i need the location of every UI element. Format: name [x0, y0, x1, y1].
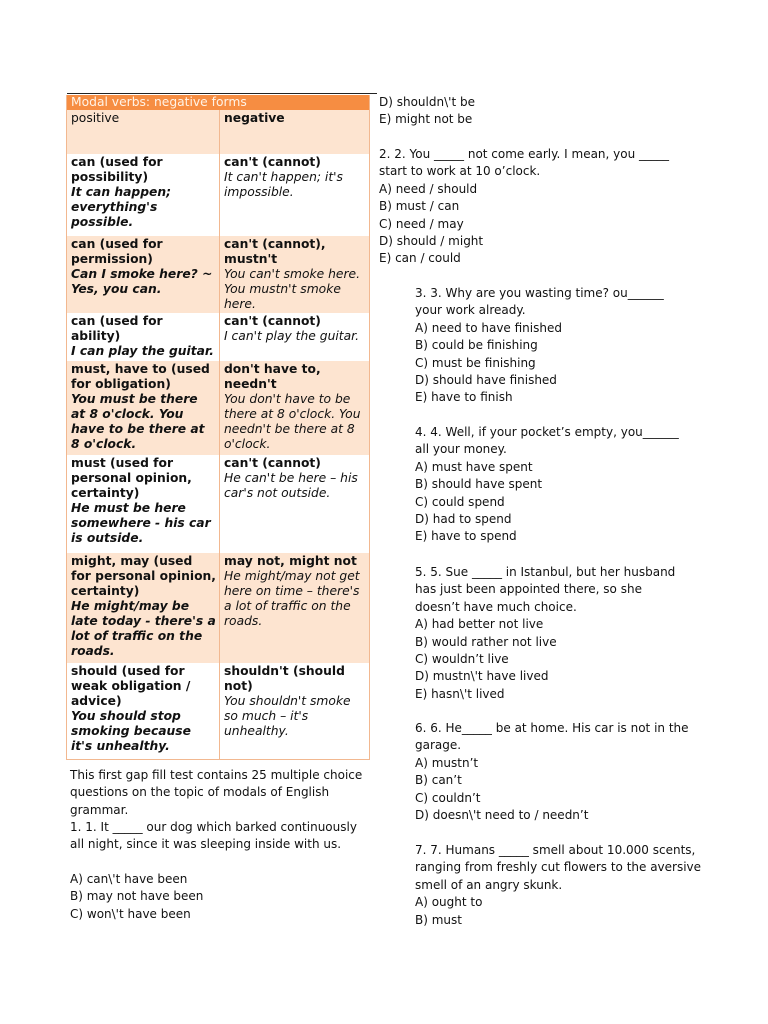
- question-3: [415, 285, 690, 407]
- answer-option: A) ought to: [415, 895, 483, 910]
- question-2: [379, 146, 689, 268]
- answer-option: C) wouldn’t live: [415, 652, 509, 667]
- negative-example: He can't be here – his car's not outside.: [224, 471, 358, 500]
- intro-text: This first gap fill test contains 25 multiple choice questions on the topic of modals of English grammar.: [70, 768, 363, 817]
- answer-option: B) could be finishing: [415, 338, 538, 353]
- table-row: [67, 553, 370, 663]
- negative-form: shouldn't (should not): [224, 664, 345, 693]
- answer-option: A) must have spent: [415, 459, 533, 474]
- positive-example: He must be here somewhere - his car is outside.: [71, 501, 211, 545]
- question-text: 3. 3. Why are you wasting time? ou______ your work already.: [415, 286, 664, 318]
- answer-option: B) can’t: [415, 773, 462, 788]
- table-row: [67, 236, 370, 313]
- answer-option: B) may not have been: [70, 889, 204, 904]
- answer-option: C) could spend: [415, 494, 505, 509]
- question-text: 4. 4. Well, if your pocket’s empty, you______ all your money.: [415, 425, 679, 457]
- answer-option: D) mustn\'t have lived: [415, 669, 549, 684]
- positive-form: can (used for possibility): [71, 155, 163, 184]
- positive-form: must, have to (used for obligation): [71, 362, 210, 391]
- header-negative: negative: [224, 111, 285, 125]
- answer-option: E) can / could: [379, 251, 461, 266]
- negative-example: You can't smoke here. You mustn't smoke here.: [224, 267, 360, 311]
- answer-option: A) mustn’t: [415, 755, 479, 770]
- answer-option: B) must: [415, 912, 462, 927]
- answer-option: C) couldn’t: [415, 790, 481, 805]
- header-positive: positive: [71, 111, 120, 125]
- table-row: [67, 663, 370, 760]
- answer-option: E) hasn\'t lived: [415, 686, 505, 701]
- answer-option: D) doesn\'t need to / needn’t: [415, 808, 589, 823]
- question-text: 2. 2. You _____ not come early. I mean, you _____ start to work at 10 o’clock.: [379, 147, 670, 179]
- positive-example: Can I smoke here? ~ Yes, you can.: [71, 267, 213, 296]
- negative-form: can't (cannot): [224, 155, 321, 169]
- answer-option: D) had to spend: [415, 512, 512, 527]
- positive-example: You should stop smoking because it's unhealthy.: [71, 709, 191, 753]
- negative-form: can't (cannot): [224, 314, 321, 328]
- table-title-row: [67, 95, 370, 110]
- answer-option: A) can\'t have been: [70, 871, 188, 886]
- question-text: 1. 1. It _____ our dog which barked continuously all night, since it was sleeping inside with us.: [70, 820, 357, 852]
- negative-example: I can't play the guitar.: [224, 329, 359, 343]
- positive-example: He might/may be late today - there's a lot of traffic on the roads.: [71, 599, 216, 658]
- answer-option: A) need to have finished: [415, 320, 562, 335]
- answer-option: C) need / may: [379, 216, 464, 231]
- negative-example: It can't happen; it's impossible.: [224, 170, 343, 199]
- intro-paragraph: [70, 767, 380, 819]
- positive-form: can (used for ability): [71, 314, 163, 343]
- question-text: 6. 6. He_____ be at home. His car is not in the garage.: [415, 721, 689, 753]
- answer-option: E) might not be: [379, 112, 473, 127]
- negative-form: can't (cannot): [224, 456, 321, 470]
- answer-option: B) would rather not live: [415, 634, 557, 649]
- positive-form: should (used for weak obligation / advice): [71, 664, 191, 708]
- table-row: [67, 154, 370, 236]
- answer-option: D) shouldn\'t be: [379, 95, 475, 109]
- answer-option: D) should / might: [379, 234, 484, 249]
- table-row: [67, 313, 370, 361]
- positive-example: It can happen; everything's possible.: [71, 185, 172, 229]
- answer-option: D) should have finished: [415, 373, 557, 388]
- table-row: [67, 361, 370, 455]
- positive-example: I can play the guitar.: [71, 344, 214, 358]
- modal-verbs-table: [66, 95, 370, 760]
- question-text: 7. 7. Humans _____ smell about 10.000 scents, ranging from freshly cut flowers to the aversive smell of an angry skunk.: [415, 843, 702, 892]
- positive-form: must (used for personal opinion, certainty): [71, 456, 192, 500]
- negative-form: can't (cannot), mustn't: [224, 237, 326, 266]
- table-header-row: [67, 110, 370, 154]
- question-1: [70, 819, 370, 923]
- question-6: [415, 720, 690, 824]
- negative-example: You shouldn't smoke so much – it's unhealthy.: [224, 694, 351, 738]
- answer-option: E) have to finish: [415, 390, 513, 405]
- header-rule: [67, 93, 377, 94]
- negative-form: don't have to, needn't: [224, 362, 321, 391]
- negative-example: He might/may not get here on time – there's a lot of traffic on the roads.: [224, 569, 360, 628]
- answer-option: B) must / can: [379, 199, 460, 214]
- negative-example: You don't have to be there at 8 o'clock. You needn't be there at 8 o'clock.: [224, 392, 361, 451]
- answer-option: C) must be finishing: [415, 355, 536, 370]
- positive-form: can (used for permission): [71, 237, 163, 266]
- question-text: 5. 5. Sue _____ in Istanbul, but her husband has just been appointed there, so she doesn’t have much choice.: [415, 565, 676, 614]
- question-4: [415, 424, 690, 546]
- answer-option: C) won\'t have been: [70, 906, 191, 921]
- question-5: [415, 564, 690, 703]
- table-row: [67, 455, 370, 553]
- answer-option: E) have to spend: [415, 529, 517, 544]
- question-7: [415, 842, 705, 929]
- positive-example: You must be there at 8 o'clock. You have to be there at 8 o'clock.: [71, 392, 205, 451]
- answer-option: A) need / should: [379, 181, 478, 196]
- table-title: Modal verbs: negative forms: [67, 95, 370, 110]
- answer-option: B) should have spent: [415, 477, 543, 492]
- negative-form: may not, might not: [224, 554, 357, 568]
- answer-option: A) had better not live: [415, 617, 544, 632]
- question-1-continued: [379, 94, 699, 129]
- positive-form: might, may (used for personal opinion, certainty): [71, 554, 216, 598]
